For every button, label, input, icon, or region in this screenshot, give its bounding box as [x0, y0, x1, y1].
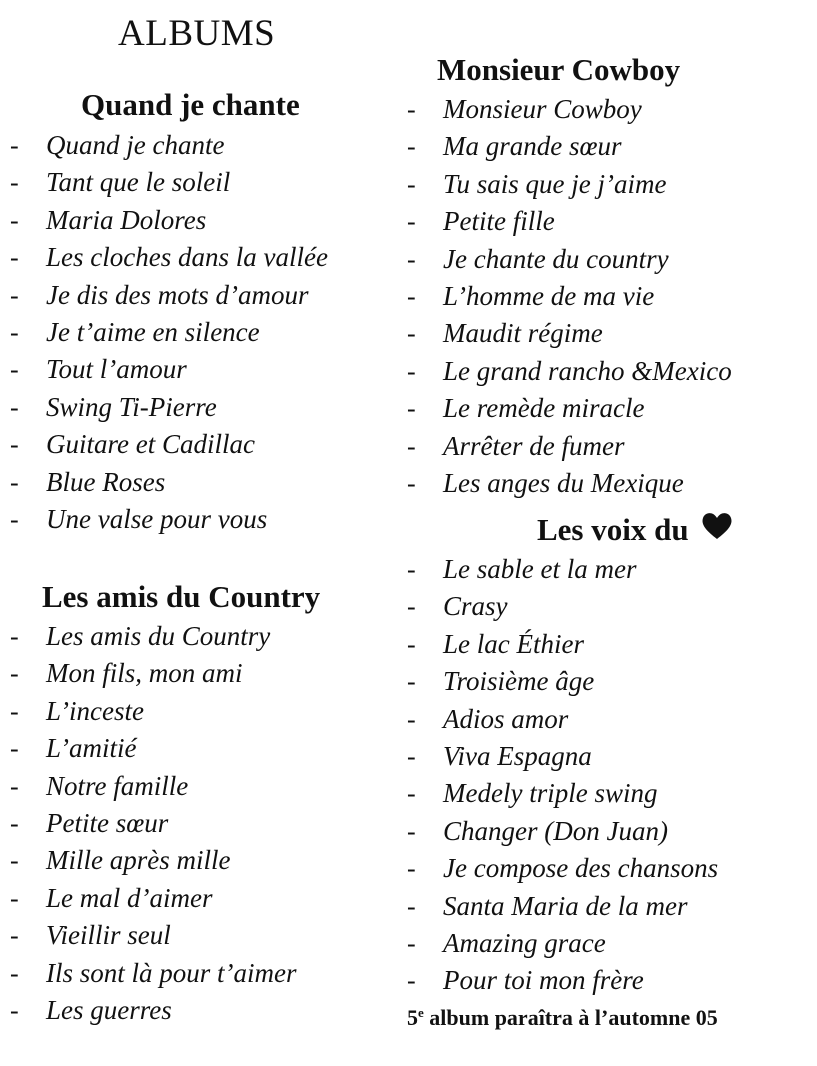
- track-title: Ils sont là pour t’aimer: [46, 957, 297, 988]
- track-title: Les guerres: [46, 994, 172, 1025]
- track-dash: -: [10, 771, 19, 801]
- track-title: Une valse pour vous: [46, 503, 268, 534]
- track-item: [407, 701, 807, 738]
- track-title: Monsieur Cowboy: [443, 94, 642, 124]
- track-title: Les anges du Mexique: [443, 467, 684, 498]
- track-title: Amazing grace: [443, 927, 606, 958]
- track-dash: -: [10, 355, 19, 385]
- track-dash: -: [407, 319, 416, 349]
- track-title: Les amis du Country: [46, 621, 271, 651]
- track-item: [407, 626, 807, 663]
- album-title-les-voix-du-coeur: [537, 511, 733, 549]
- track-title: Blue Roses: [46, 466, 166, 497]
- track-dash: -: [10, 467, 19, 497]
- track-title: Mon fils, mon ami: [46, 658, 243, 689]
- track-dash: -: [10, 243, 19, 273]
- track-item: [10, 389, 400, 426]
- track-title: L’amitié: [46, 733, 137, 764]
- footer-text: album paraîtra à l’automne 05: [423, 1005, 718, 1030]
- track-dash: -: [10, 168, 19, 198]
- track-title: Je dis des mots d’amour: [46, 279, 309, 310]
- track-title: Troisième âge: [443, 666, 595, 697]
- track-title: Quand je chante: [46, 130, 225, 160]
- track-title: Je t’aime en silence: [46, 316, 260, 347]
- track-dash: -: [407, 741, 416, 771]
- heart-icon: [701, 511, 733, 549]
- track-item: [10, 351, 400, 388]
- track-title: Le sable et la mer: [443, 554, 637, 584]
- track-item: [407, 390, 807, 427]
- track-title: Le remède miracle: [443, 393, 645, 424]
- track-title: Petite sœur: [46, 807, 169, 838]
- track-item: [10, 768, 400, 805]
- footer-superscript: e: [418, 1005, 424, 1020]
- track-dash: -: [407, 169, 416, 199]
- track-item: [407, 203, 807, 240]
- track-dash: -: [10, 504, 19, 534]
- track-item: [10, 693, 400, 730]
- track-dash: -: [10, 995, 19, 1025]
- album-title-quand-je-chante: Quand je chante: [81, 87, 300, 122]
- track-title: Crasy: [443, 591, 508, 622]
- track-item: [407, 588, 807, 625]
- track-dash: -: [407, 667, 416, 697]
- track-dash: -: [407, 132, 416, 162]
- track-dash: -: [407, 854, 416, 884]
- track-dash: -: [407, 779, 416, 809]
- track-item: [10, 655, 400, 692]
- track-dash: -: [10, 808, 19, 838]
- track-dash: -: [10, 696, 19, 726]
- track-dash: -: [407, 816, 416, 846]
- track-dash: -: [10, 958, 19, 988]
- track-title: Mille après mille: [46, 845, 231, 876]
- track-item: [407, 962, 807, 999]
- track-dash: -: [407, 95, 416, 124]
- track-title: Le mal d’aimer: [46, 882, 213, 913]
- track-item: [407, 166, 807, 203]
- footer-note: [407, 1003, 718, 1033]
- track-dash: -: [407, 281, 416, 311]
- track-item: [10, 880, 400, 917]
- track-dash: -: [10, 846, 19, 876]
- album-title-text: Les voix du: [537, 512, 689, 547]
- track-title: Changer (Don Juan): [443, 815, 668, 846]
- track-list-quand-je-chante: [10, 127, 400, 538]
- track-title: Les cloches dans la vallée: [46, 242, 328, 273]
- track-item: [407, 91, 807, 128]
- track-dash: -: [407, 207, 416, 237]
- track-item: [407, 888, 807, 925]
- track-item: [407, 738, 807, 775]
- track-title: Vieillir seul: [46, 920, 171, 951]
- track-item: [10, 618, 400, 655]
- track-item: [10, 127, 400, 164]
- track-dash: -: [10, 280, 19, 310]
- track-item: [10, 239, 400, 276]
- track-dash: -: [10, 430, 19, 460]
- track-title: Tout l’amour: [46, 354, 187, 385]
- track-item: [10, 426, 400, 463]
- track-title: Le lac Éthier: [443, 628, 584, 659]
- track-title: Medely triple swing: [443, 778, 658, 809]
- track-item: [10, 202, 400, 239]
- track-dash: -: [10, 131, 19, 160]
- track-list-monsieur-cowboy: [407, 91, 807, 502]
- page-title: ALBUMS: [118, 13, 276, 54]
- track-item: [10, 992, 400, 1029]
- track-dash: -: [407, 244, 416, 274]
- track-dash: -: [10, 883, 19, 913]
- track-item: [407, 850, 807, 887]
- track-item: [10, 805, 400, 842]
- track-title: Adios amor: [443, 703, 569, 734]
- track-item: [10, 164, 400, 201]
- track-item: [407, 465, 807, 502]
- track-dash: -: [407, 431, 416, 461]
- track-title: Maria Dolores: [46, 204, 207, 235]
- track-dash: -: [407, 468, 416, 498]
- track-item: [407, 813, 807, 850]
- track-item: [407, 278, 807, 315]
- track-dash: -: [407, 928, 416, 958]
- track-item: [10, 464, 400, 501]
- track-dash: -: [407, 891, 416, 921]
- track-dash: -: [10, 205, 19, 235]
- album-title-monsieur-cowboy: Monsieur Cowboy: [437, 52, 681, 87]
- track-title: Ma grande sœur: [443, 131, 622, 162]
- track-item: [10, 955, 400, 992]
- track-item: [407, 925, 807, 962]
- track-dash: -: [10, 392, 19, 422]
- track-item: [10, 842, 400, 879]
- track-item: [10, 277, 400, 314]
- track-dash: -: [10, 921, 19, 951]
- track-list-les-voix-du-coeur: [407, 551, 807, 1000]
- track-dash: -: [407, 555, 416, 584]
- footer-number: 5: [407, 1005, 418, 1030]
- track-dash: -: [407, 394, 416, 424]
- track-title: Swing Ti-Pierre: [46, 391, 217, 422]
- track-title: Tant que le soleil: [46, 167, 231, 198]
- track-item: [10, 314, 400, 351]
- track-item: [10, 730, 400, 767]
- track-title: Pour toi mon frère: [443, 965, 644, 996]
- track-item: [407, 775, 807, 812]
- track-dash: -: [10, 659, 19, 689]
- track-title: Maudit régime: [443, 318, 603, 349]
- track-dash: -: [407, 629, 416, 659]
- track-item: [407, 551, 807, 588]
- track-title: Je chante du country: [443, 243, 669, 274]
- track-item: [407, 128, 807, 165]
- track-list-les-amis-du-country: [10, 618, 400, 1029]
- track-dash: -: [10, 734, 19, 764]
- track-title: Notre famille: [46, 770, 189, 801]
- track-title: Je compose des chansons: [443, 853, 719, 884]
- track-title: L’inceste: [46, 695, 144, 726]
- track-title: Guitare et Cadillac: [46, 429, 255, 460]
- track-item: [10, 917, 400, 954]
- track-item: [407, 663, 807, 700]
- track-dash: -: [407, 704, 416, 734]
- track-title: Petite fille: [443, 206, 555, 237]
- album-title-les-amis-du-country: Les amis du Country: [42, 579, 321, 614]
- track-title: Arrêter de fumer: [443, 430, 625, 461]
- track-item: [407, 353, 807, 390]
- track-item: [407, 428, 807, 465]
- track-item: [10, 501, 400, 538]
- track-title: Santa Maria de la mer: [443, 890, 688, 921]
- track-title: L’homme de ma vie: [443, 280, 655, 311]
- track-item: [407, 241, 807, 278]
- track-title: Viva Espagna: [443, 740, 592, 771]
- track-title: Tu sais que je j’aime: [443, 168, 667, 199]
- track-title: Le grand rancho &Mexico: [443, 355, 732, 386]
- track-dash: -: [10, 317, 19, 347]
- track-dash: -: [407, 966, 416, 996]
- track-dash: -: [10, 622, 19, 651]
- track-dash: -: [407, 356, 416, 386]
- track-dash: -: [407, 592, 416, 622]
- track-item: [407, 315, 807, 352]
